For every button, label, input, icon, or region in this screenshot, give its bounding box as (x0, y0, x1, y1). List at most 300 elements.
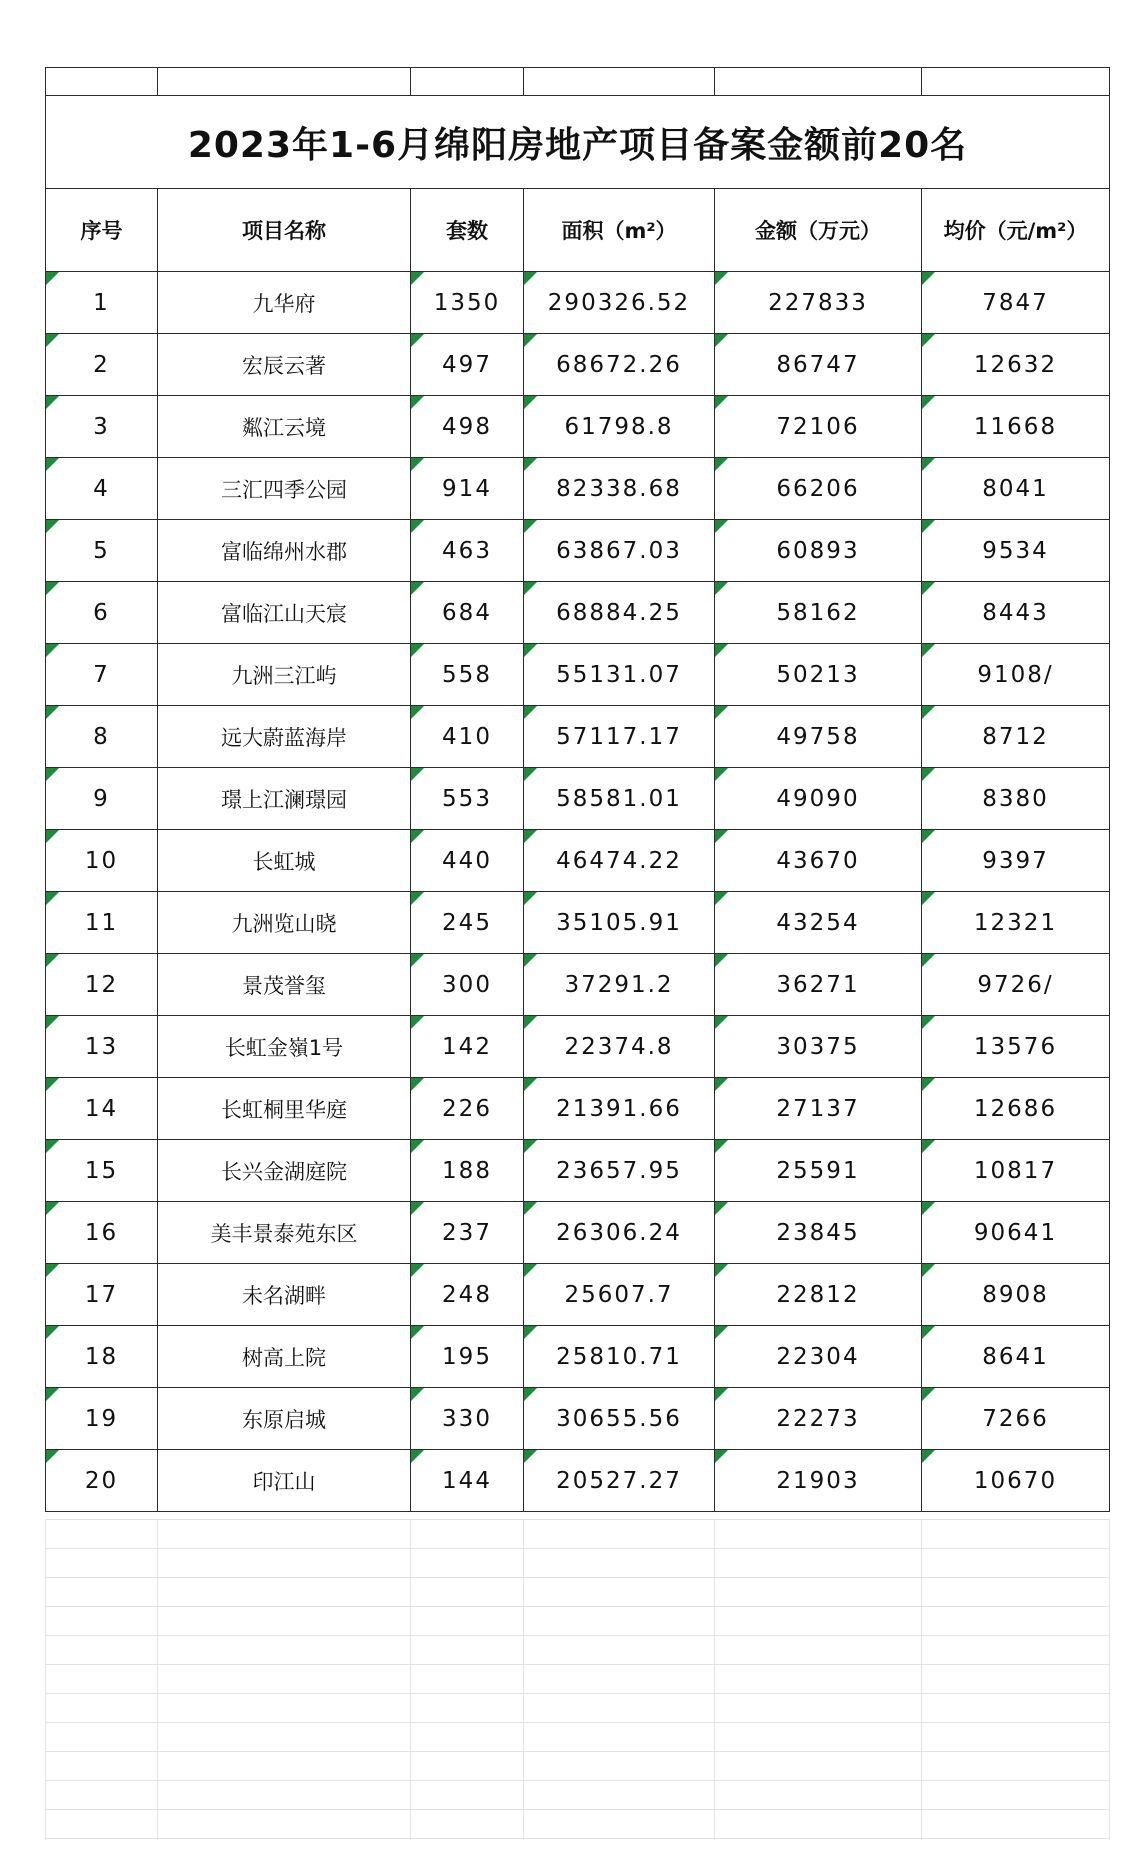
cell-price[interactable] (922, 706, 1110, 768)
cell-marker-icon (411, 272, 424, 285)
cell-marker-icon (715, 272, 728, 285)
cell-marker-icon (524, 1450, 537, 1463)
cell-marker-icon (524, 1078, 537, 1091)
cell-no[interactable] (46, 582, 158, 644)
cell-marker-icon (922, 1264, 935, 1277)
cell-text: 8443 (982, 599, 1049, 626)
cell-area[interactable] (524, 706, 715, 768)
cell-area[interactable] (524, 768, 715, 830)
cell-price[interactable] (922, 582, 1110, 644)
table-row (46, 768, 1110, 830)
cell-area[interactable] (524, 272, 715, 334)
table-row (46, 1140, 1110, 1202)
cell-amount[interactable] (715, 334, 922, 396)
cell-price[interactable] (922, 830, 1110, 892)
cell-text: 35105.91 (556, 909, 682, 936)
cell-text: 长虹城 (252, 849, 316, 874)
table-row (46, 706, 1110, 768)
table-row (46, 1078, 1110, 1140)
cell-area[interactable] (524, 1450, 715, 1512)
cell-text: 553 (442, 785, 492, 812)
cell-amount[interactable] (715, 1016, 922, 1078)
cell-marker-icon (411, 1202, 424, 1215)
cell-area[interactable] (524, 892, 715, 954)
cell-area[interactable] (524, 830, 715, 892)
cell-marker-icon (46, 272, 59, 285)
cell-marker-icon (46, 1016, 59, 1029)
cell-marker-icon (411, 706, 424, 719)
cell-price[interactable] (922, 892, 1110, 954)
cell-text: 22273 (776, 1405, 860, 1432)
cell-amount[interactable] (715, 706, 922, 768)
cell-text: 8712 (982, 723, 1049, 750)
cell-text: 237 (442, 1219, 492, 1246)
cell-price[interactable] (922, 644, 1110, 706)
cell-text: 58162 (776, 599, 860, 626)
cell-text: 21903 (776, 1467, 860, 1494)
cell-price[interactable] (922, 334, 1110, 396)
cell-text: 4 (93, 475, 110, 502)
cell-marker-icon (922, 334, 935, 347)
cell-amount[interactable] (715, 830, 922, 892)
cell-name[interactable] (158, 458, 411, 520)
cell-marker-icon (411, 1326, 424, 1339)
cell-text: 10 (84, 847, 119, 874)
cell-marker-icon (922, 520, 935, 533)
header-amount[interactable]: 金额（万元） (715, 189, 922, 272)
cell-marker-icon (922, 458, 935, 471)
cell-price[interactable] (922, 1326, 1110, 1388)
cell-marker-icon (411, 644, 424, 657)
cell-amount[interactable] (715, 1264, 922, 1326)
table-row (46, 1264, 1110, 1326)
table-row (46, 892, 1110, 954)
cell-marker-icon (715, 768, 728, 781)
header-area[interactable]: 面积（m²） (524, 189, 715, 272)
cell-area[interactable] (524, 1140, 715, 1202)
cell-text: 684 (442, 599, 492, 626)
cell-no[interactable] (46, 1326, 158, 1388)
cell-units[interactable] (411, 954, 524, 1016)
cell-marker-icon (46, 1388, 59, 1401)
cell-amount[interactable] (715, 644, 922, 706)
cell-area[interactable] (524, 1264, 715, 1326)
cell-marker-icon (715, 830, 728, 843)
cell-price[interactable] (922, 1016, 1110, 1078)
cell[interactable] (524, 68, 715, 96)
header-row (46, 189, 1110, 272)
cell-no[interactable] (46, 1388, 158, 1450)
cell-marker-icon (715, 582, 728, 595)
cell-price[interactable] (922, 768, 1110, 830)
cell-marker-icon (524, 892, 537, 905)
cell-marker-icon (715, 334, 728, 347)
cell-no[interactable] (46, 1202, 158, 1264)
cell-marker-icon (46, 768, 59, 781)
cell-no[interactable] (46, 830, 158, 892)
cell-marker-icon (715, 1388, 728, 1401)
cell-marker-icon (715, 458, 728, 471)
cell-marker-icon (715, 1450, 728, 1463)
cell-text: 18 (84, 1343, 119, 1370)
table-row (46, 520, 1110, 582)
cell-text: 长兴金湖庭院 (221, 1159, 347, 1184)
cell-marker-icon (411, 458, 424, 471)
cell-no[interactable] (46, 520, 158, 582)
cell[interactable] (411, 68, 524, 96)
cell[interactable] (922, 68, 1110, 96)
table-row (46, 1016, 1110, 1078)
cell-price[interactable] (922, 1388, 1110, 1450)
cell-text: 142 (442, 1033, 492, 1060)
cell-marker-icon (922, 1450, 935, 1463)
cell-marker-icon (715, 892, 728, 905)
cell-area[interactable] (524, 396, 715, 458)
cell-name[interactable] (158, 954, 411, 1016)
cell-marker-icon (524, 954, 537, 967)
cell-text: 55131.07 (556, 661, 682, 688)
cell-text: 25810.71 (556, 1343, 682, 1370)
cell-marker-icon (524, 1388, 537, 1401)
cell-units[interactable] (411, 272, 524, 334)
table-row (46, 1450, 1110, 1512)
cell-marker-icon (922, 830, 935, 843)
cell-name[interactable] (158, 1326, 411, 1388)
cell-text: 12632 (973, 351, 1058, 378)
cell-marker-icon (524, 644, 537, 657)
cell-marker-icon (922, 1078, 935, 1091)
cell-area[interactable] (524, 458, 715, 520)
cell-units[interactable] (411, 768, 524, 830)
cell-marker-icon (922, 706, 935, 719)
cell-text: 25607.7 (564, 1281, 674, 1308)
cell-units[interactable] (411, 1326, 524, 1388)
cell-name[interactable] (158, 334, 411, 396)
cell-price[interactable] (922, 396, 1110, 458)
cell-name[interactable] (158, 1016, 411, 1078)
cell-text: 13576 (973, 1033, 1058, 1060)
cell-name[interactable] (158, 644, 411, 706)
cell-text: 12686 (973, 1095, 1058, 1122)
cell-marker-icon (411, 768, 424, 781)
cell-price[interactable] (922, 1140, 1110, 1202)
cell-text: 未名湖畔 (242, 1283, 326, 1308)
cell-text: 22374.8 (564, 1033, 674, 1060)
cell-area[interactable] (524, 1016, 715, 1078)
cell-text: 226 (442, 1095, 492, 1122)
cell-text: 144 (442, 1467, 492, 1494)
cell-name[interactable] (158, 272, 411, 334)
cell-text: 7 (93, 661, 110, 688)
cell-amount[interactable] (715, 582, 922, 644)
cell-amount[interactable] (715, 892, 922, 954)
cell-text: 86747 (776, 351, 860, 378)
header-price[interactable]: 均价（元/m²） (922, 189, 1110, 272)
cell-text: 25591 (776, 1157, 860, 1184)
cell-marker-icon (411, 1264, 424, 1277)
cell-units[interactable] (411, 1016, 524, 1078)
table-title[interactable]: 2023年1-6月绵阳房地产项目备案金额前20名 (46, 96, 1110, 189)
table-row (46, 272, 1110, 334)
cell-marker-icon (715, 396, 728, 409)
cell-no[interactable] (46, 458, 158, 520)
blank-row (46, 68, 1110, 96)
cell-price[interactable] (922, 520, 1110, 582)
cell-text: 13 (84, 1033, 119, 1060)
cell-text: 60893 (776, 537, 860, 564)
cell-area[interactable] (524, 520, 715, 582)
cell-text: 9534 (982, 537, 1049, 564)
cell-text: 82338.68 (556, 475, 682, 502)
grid-divider (1109, 1519, 1110, 1840)
cell-text: 璟上江澜璟园 (221, 787, 347, 812)
cell-marker-icon (524, 1140, 537, 1153)
cell-marker-icon (46, 1140, 59, 1153)
cell-marker-icon (922, 768, 935, 781)
cell-name[interactable] (158, 1450, 411, 1512)
cell-marker-icon (46, 396, 59, 409)
cell-text: 印江山 (252, 1469, 316, 1494)
cell-price[interactable] (922, 1264, 1110, 1326)
cell-text: 21391.66 (556, 1095, 682, 1122)
cell-amount[interactable] (715, 768, 922, 830)
cell-units[interactable] (411, 1450, 524, 1512)
cell-amount[interactable] (715, 1326, 922, 1388)
cell-price[interactable] (922, 1450, 1110, 1512)
cell-amount[interactable] (715, 396, 922, 458)
cell-name[interactable] (158, 1140, 411, 1202)
cell-text: 245 (442, 909, 492, 936)
cell-amount[interactable] (715, 1450, 922, 1512)
cell-marker-icon (922, 954, 935, 967)
cell-text: 7266 (982, 1405, 1049, 1432)
cell-name[interactable] (158, 1264, 411, 1326)
cell-text: 九洲三江屿 (231, 663, 337, 688)
cell-name[interactable] (158, 892, 411, 954)
cell-name[interactable] (158, 1388, 411, 1450)
cell-text: 8 (93, 723, 110, 750)
header-units[interactable]: 套数 (411, 189, 524, 272)
grid-divider (714, 1519, 715, 1840)
cell-name[interactable] (158, 396, 411, 458)
title-row (46, 96, 1110, 189)
cell-units[interactable] (411, 1202, 524, 1264)
cell-marker-icon (524, 706, 537, 719)
cell-area[interactable] (524, 582, 715, 644)
cell-units[interactable] (411, 1264, 524, 1326)
cell-price[interactable] (922, 1202, 1110, 1264)
cell-amount[interactable] (715, 1140, 922, 1202)
cell-marker-icon (922, 1388, 935, 1401)
cell-marker-icon (715, 1078, 728, 1091)
cell-price[interactable] (922, 272, 1110, 334)
cell-marker-icon (411, 1388, 424, 1401)
cell[interactable] (158, 68, 411, 96)
cell-text: 66206 (776, 475, 860, 502)
cell-text: 22304 (776, 1343, 860, 1370)
cell-amount[interactable] (715, 1388, 922, 1450)
cell-text: 14 (84, 1095, 119, 1122)
cell-amount[interactable] (715, 1202, 922, 1264)
cell-marker-icon (524, 1264, 537, 1277)
cell-text: 43670 (776, 847, 860, 874)
cell-no[interactable] (46, 644, 158, 706)
cell[interactable] (715, 68, 922, 96)
cell-text: 72106 (776, 413, 860, 440)
cell-marker-icon (46, 830, 59, 843)
cell-text: 37291.2 (564, 971, 674, 998)
cell-amount[interactable] (715, 520, 922, 582)
cell-marker-icon (524, 1016, 537, 1029)
cell-text: 7847 (982, 289, 1049, 316)
cell-text: 三汇四季公园 (221, 477, 347, 502)
cell-name[interactable] (158, 706, 411, 768)
cell-marker-icon (715, 706, 728, 719)
cell-no[interactable] (46, 954, 158, 1016)
cell-no[interactable] (46, 272, 158, 334)
cell-marker-icon (46, 892, 59, 905)
cell-no[interactable] (46, 1016, 158, 1078)
cell-name[interactable] (158, 1202, 411, 1264)
cell-marker-icon (922, 272, 935, 285)
table-row (46, 334, 1110, 396)
cell-no[interactable] (46, 396, 158, 458)
table-row (46, 644, 1110, 706)
cell-price[interactable] (922, 1078, 1110, 1140)
cell-area[interactable] (524, 1202, 715, 1264)
cell-units[interactable] (411, 582, 524, 644)
cell-amount[interactable] (715, 954, 922, 1016)
cell-text: 3 (93, 413, 110, 440)
cell-name[interactable] (158, 830, 411, 892)
cell-text: 30375 (776, 1033, 860, 1060)
cell-units[interactable] (411, 830, 524, 892)
cell-price[interactable] (922, 954, 1110, 1016)
cell-name[interactable] (158, 1078, 411, 1140)
cell-marker-icon (411, 396, 424, 409)
cell[interactable] (46, 68, 158, 96)
cell-area[interactable] (524, 644, 715, 706)
cell-units[interactable] (411, 396, 524, 458)
cell-marker-icon (715, 1202, 728, 1215)
cell-marker-icon (524, 396, 537, 409)
cell-text: 16 (84, 1219, 119, 1246)
cell-text: 11 (84, 909, 119, 936)
cell-no[interactable] (46, 892, 158, 954)
cell-text: 188 (442, 1157, 492, 1184)
cell-text: 61798.8 (564, 413, 674, 440)
cell-price[interactable] (922, 458, 1110, 520)
cell-marker-icon (922, 1016, 935, 1029)
cell-marker-icon (46, 1078, 59, 1091)
table-row (46, 396, 1110, 458)
cell-marker-icon (46, 1326, 59, 1339)
cell-units[interactable] (411, 1388, 524, 1450)
cell-amount[interactable] (715, 1078, 922, 1140)
header-name[interactable]: 项目名称 (158, 189, 411, 272)
cell-marker-icon (411, 334, 424, 347)
cell-text: 558 (442, 661, 492, 688)
cell-text: 49758 (776, 723, 860, 750)
cell-marker-icon (922, 1202, 935, 1215)
cell-marker-icon (46, 706, 59, 719)
grid-divider (523, 1519, 524, 1840)
cell-area[interactable] (524, 1388, 715, 1450)
cell-marker-icon (715, 1016, 728, 1029)
cell-units[interactable] (411, 644, 524, 706)
cell-units[interactable] (411, 520, 524, 582)
cell-text: 19 (84, 1405, 119, 1432)
cell-units[interactable] (411, 1078, 524, 1140)
cell-text: 46474.22 (556, 847, 682, 874)
cell-area[interactable] (524, 1326, 715, 1388)
cell-units[interactable] (411, 706, 524, 768)
cell-marker-icon (411, 1016, 424, 1029)
header-no[interactable]: 序号 (46, 189, 158, 272)
cell-no[interactable] (46, 1450, 158, 1512)
cell-no[interactable] (46, 1078, 158, 1140)
cell-amount[interactable] (715, 458, 922, 520)
cell-no[interactable] (46, 706, 158, 768)
cell-text: 富临绵州水郡 (221, 539, 347, 564)
cell-name[interactable] (158, 582, 411, 644)
cell-name[interactable] (158, 520, 411, 582)
cell-no[interactable] (46, 1140, 158, 1202)
cell-text: 9 (93, 785, 110, 812)
cell-text: 6 (93, 599, 110, 626)
cell-text: 宏辰云著 (242, 353, 326, 378)
cell-marker-icon (411, 830, 424, 843)
cell-area[interactable] (524, 954, 715, 1016)
cell-text: 410 (442, 723, 492, 750)
cell-marker-icon (715, 1264, 728, 1277)
cell-text: 90641 (973, 1219, 1058, 1246)
cell-marker-icon (46, 1202, 59, 1215)
cell-marker-icon (715, 644, 728, 657)
cell-text: 330 (442, 1405, 492, 1432)
cell-area[interactable] (524, 1078, 715, 1140)
cell-marker-icon (524, 582, 537, 595)
cell-text: 26306.24 (556, 1219, 682, 1246)
cell-no[interactable] (46, 768, 158, 830)
cell-name[interactable] (158, 768, 411, 830)
cell-no[interactable] (46, 334, 158, 396)
cell-units[interactable] (411, 334, 524, 396)
cell-text: 长虹桐里华庭 (221, 1097, 347, 1122)
cell-text: 20527.27 (556, 1467, 682, 1494)
cell-units[interactable] (411, 458, 524, 520)
spreadsheet (45, 67, 1109, 1512)
cell-marker-icon (715, 954, 728, 967)
cell-marker-icon (922, 1140, 935, 1153)
cell-marker-icon (46, 1450, 59, 1463)
cell-text: 57117.17 (556, 723, 682, 750)
cell-marker-icon (411, 892, 424, 905)
cell-text: 58581.01 (556, 785, 682, 812)
cell-marker-icon (922, 1326, 935, 1339)
cell-amount[interactable] (715, 272, 922, 334)
cell-units[interactable] (411, 892, 524, 954)
cell-area[interactable] (524, 334, 715, 396)
table-row (46, 1388, 1110, 1450)
cell-text: 九华府 (252, 291, 316, 316)
cell-no[interactable] (46, 1264, 158, 1326)
cell-marker-icon (46, 458, 59, 471)
cell-text: 9108/ (977, 661, 1054, 688)
cell-marker-icon (524, 768, 537, 781)
cell-units[interactable] (411, 1140, 524, 1202)
cell-marker-icon (922, 582, 935, 595)
